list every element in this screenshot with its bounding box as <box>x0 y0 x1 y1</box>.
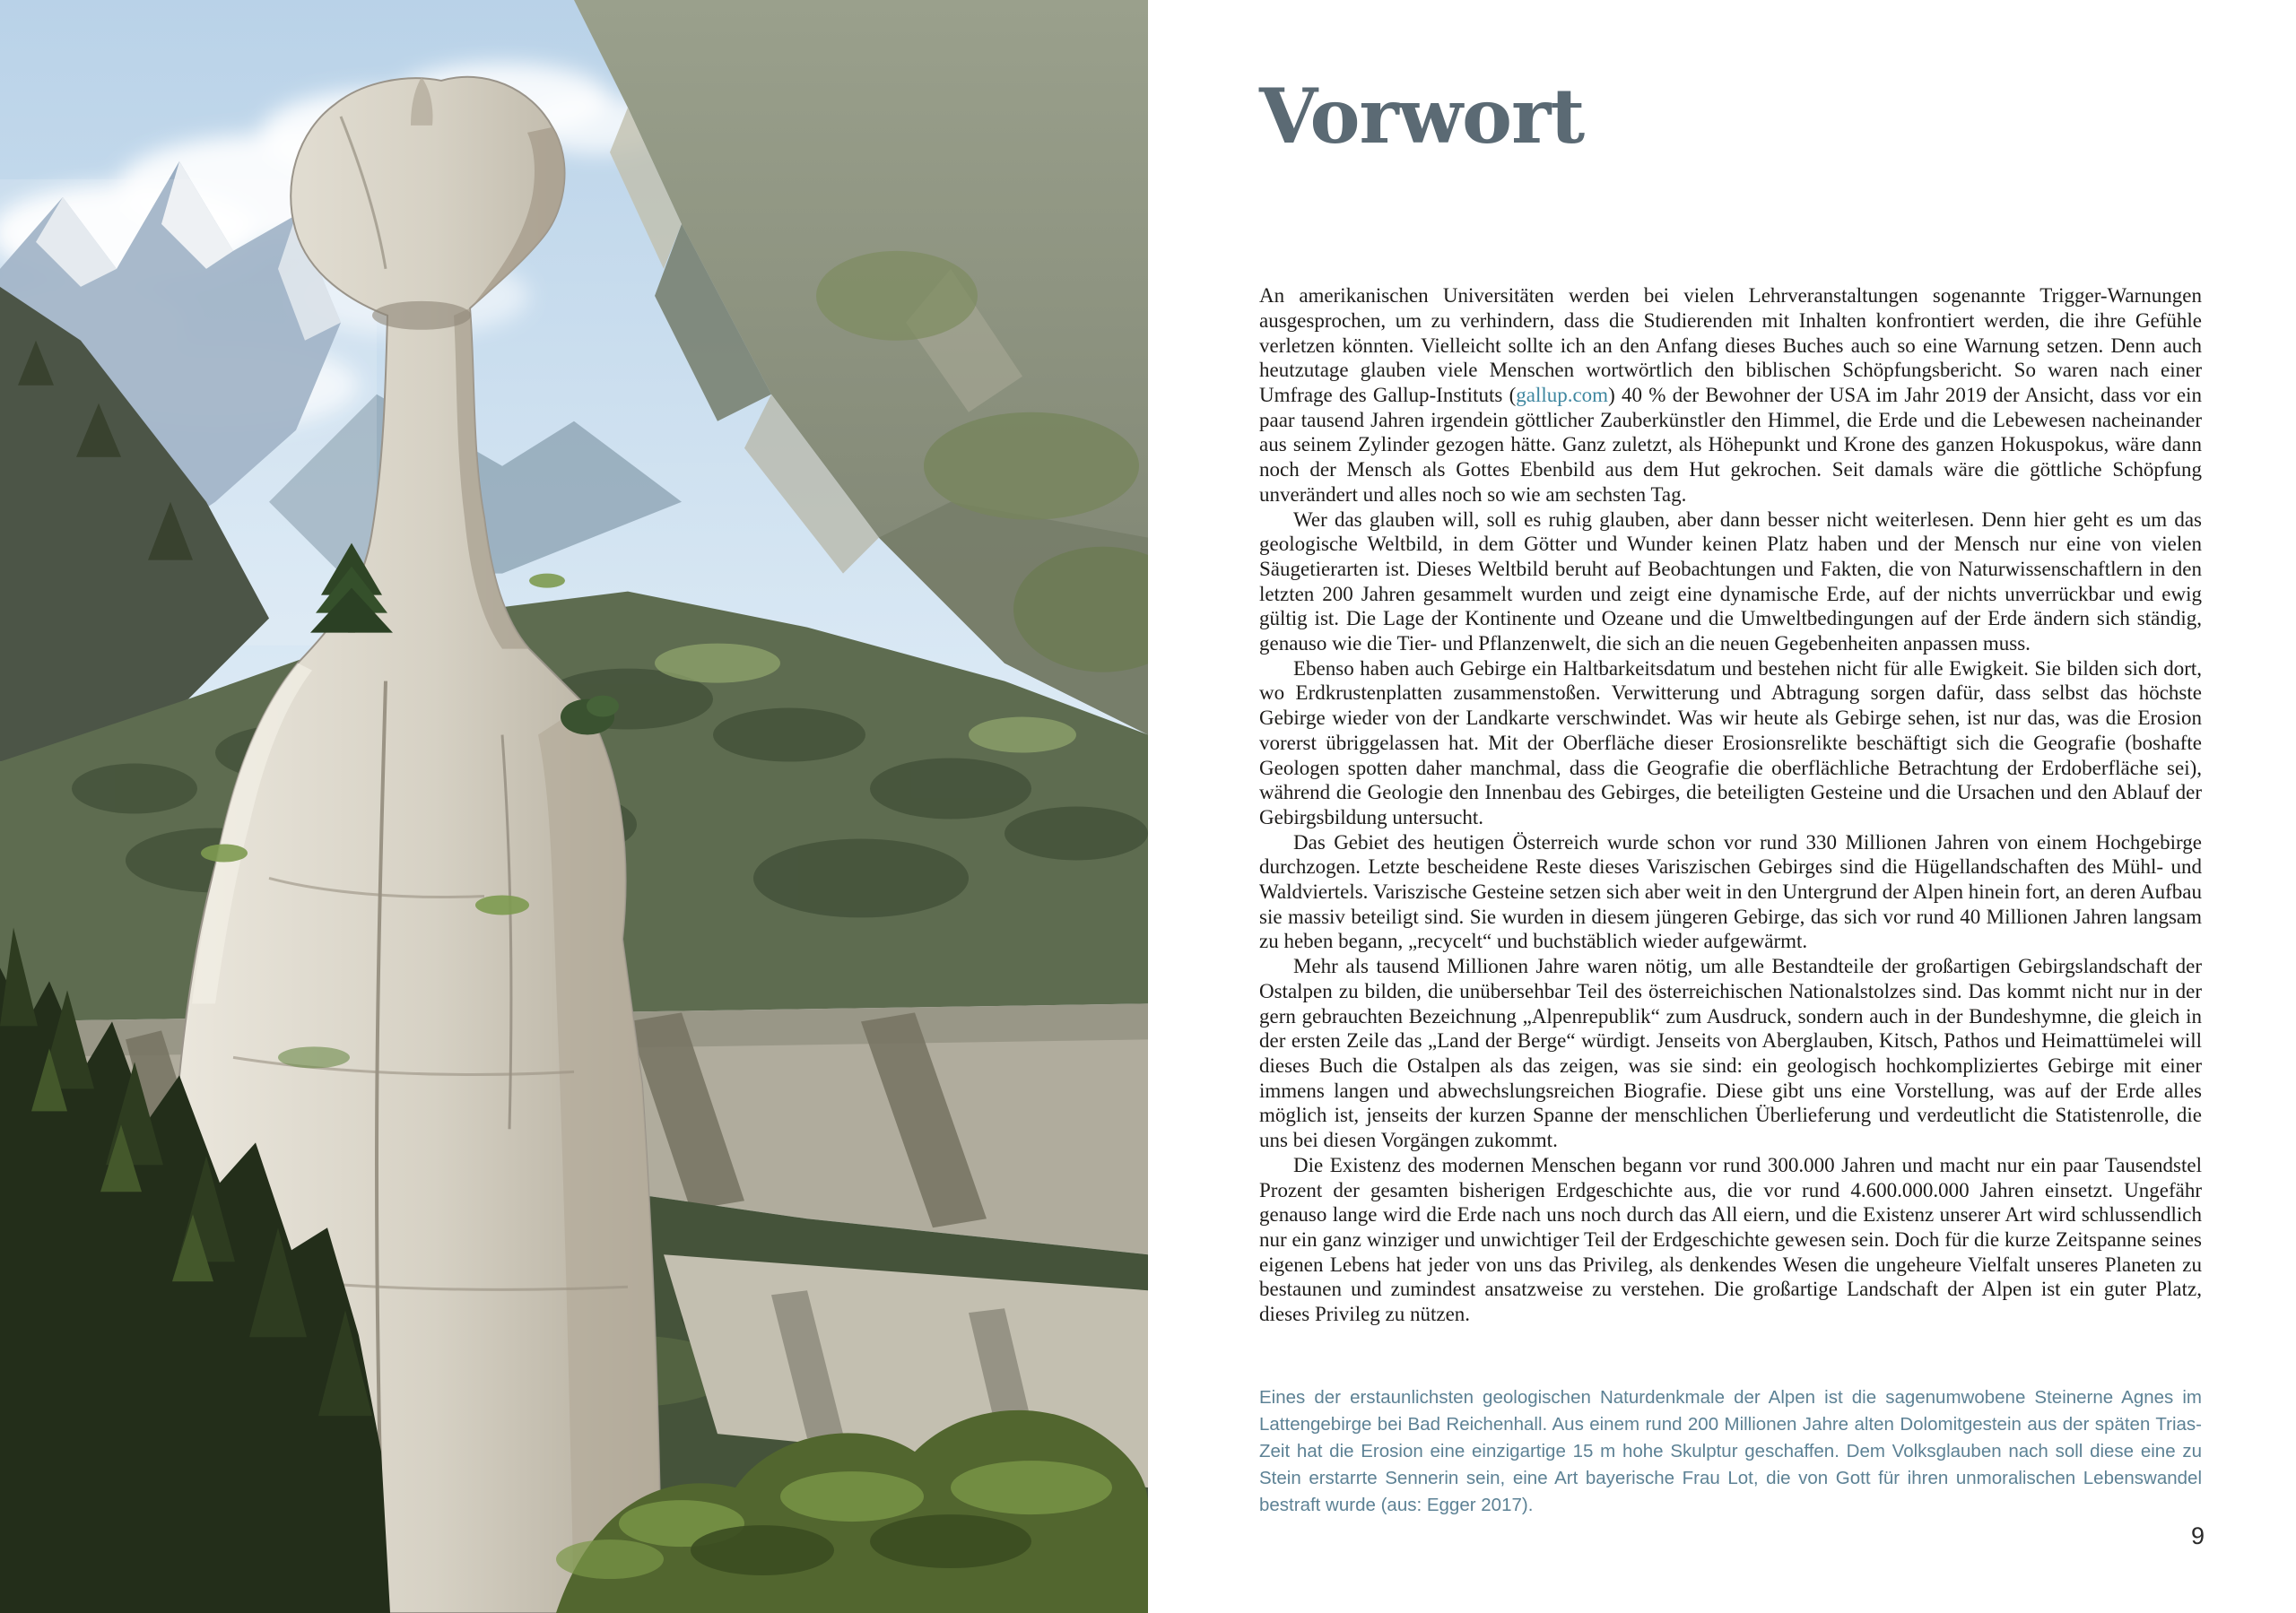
paragraph-text: Wer das glauben will, soll es ruhig glauben, aber dann besser nicht weiterlesen. Denn hier geht es um das geologische Weltbild, in dem Götter und Wunder keinen Platz haben und der Mensch nur eine von vielen Säugetierarten ist. Dieses Weltbild beruht auf Beobachtungen und Fakten, die von Naturwissenschaftlern in den letzten 200 Jahren gesammelt wurden und zeigt eine dynamische Erde, auf der nichts unverrückbar und ewig gültig ist. Die Lage der Kontinente und Ozeane und die Umweltbedingungen auf der Erde ändern sich ständig, genauso wie die Tier- und Pflanzenwelt, die sich an die neuen Gegebenheiten anpassen muss. <box>1259 507 2202 655</box>
text-page <box>1148 0 2296 1613</box>
paragraph-text: Ebenso haben auch Gebirge ein Haltbarkeitsdatum und bestehen nicht für alle Ewigkeit. Sie bilden sich dort, wo Erdkrustenplatten zusammenstoßen. Verwitterung und Abtragung sorgen dafür, dass selbst das höchste Gebirge wieder von der Landkarte verschwindet. Was wir heute als Gebirge sehen, ist nur das, was die Erosion vorerst übriggelassen hat. Mit der Oberfläche dieser Erosionsrelikte beschäftigt sich die Geografie (boshafte Geologen spotten daher manchmal, dass die Geografie die oberflächliche Betrachtung der Erdoberfläche sei), während die Geologie den Innenbau des Gebirges, die beteiligten Gesteine und die Ursachen und den Ablauf der Gebirgsbildung untersucht. <box>1259 656 2202 828</box>
paragraph-text: Das Gebiet des heutigen Österreich wurde schon vor rund 330 Millionen Jahren von einem Hochgebirge durchzogen. Letzte bescheidene Reste dieses Variszischen Gebirges sind die Hügellandschaften des Mühl- und Waldviertels. Variszische Gesteine setzen sich aber weit in den Untergrund der Alpen hinein fort, an deren Aufbau sie massiv beteiligt sind. Sie wurden in diesem jüngeren Gebirge, das sich vor rund 40 Millionen Jahren langsam zu heben begann, „recycelt“ und buchstäblich wieder aufgewärmt. <box>1259 830 2202 953</box>
paragraph <box>1259 283 2202 507</box>
gallup-url: gallup.com <box>1516 384 1609 406</box>
photo-caption: Eines der erstaunlichsten geologischen Naturdenkmale der Alpen ist die sagenumwobene Steinerne Agnes im Lattengebirge bei Bad Reichenhall. Aus einem rund 200 Millionen Jahre alten Dolomitgestein aus der späten Trias-Zeit hat die Erosion eine einzigartige 15 m hohe Skulptur geschaffen. Dem Volksglauben nach soll diese eine zu Stein erstarrte Sennerin sein, eine Art bayerische Frau Lot, die von Gott für ihren unmoralischen Lebenswandel bestraft wurde (aus: Egger 2017). <box>1259 1386 2202 1515</box>
page-title: Vorwort <box>1259 72 1585 160</box>
paragraph <box>1259 954 2202 1153</box>
page-number: 9 <box>2190 1522 2205 1549</box>
paragraph-text: Mehr als tausend Millionen Jahre waren nötig, um alle Bestandteile der großartigen Gebirgslandschaft der Ostalpen zu bilden, die unübersehbar Teil des österreichischen Nationalstolzes sind. Das kommt nicht nur in der gern gebrauchten Bezeichnung „Alpenrepublik“ zum Ausdruck, sondern auch in der Bundeshymne, die gleich in der ersten Zeile das „Land der Berge“ würdigt. Jenseits von Aberglauben, Kitsch, Pathos und Heimattümelei will dieses Buch die Ostalpen als das zeigen, was sie sind: ein geologisch hochkompliziertes Gebirge mit einer immens langen und abwechslungsreichen Biografie. Diese gibt uns eine Vorstellung, was auf der Erde alles möglich ist, jenseits der kurzen Spanne der menschlichen Überlieferung und verdeutlicht die Statistenrolle, die uns bei diesen Vorgängen zukommt. <box>1259 955 2202 1152</box>
paragraph <box>1259 507 2202 656</box>
paragraph-text: Die Existenz des modernen Menschen begann vor rund 300.000 Jahren und macht nur ein paar Tausendstel Prozent der gesamten bisherigen Erdgeschichte aus, die vor rund 4.600.000.000 Jahren einsetzt. Ungefähr genauso lange wird die Erde nach uns noch durch das All eiern, und die Existenz unserer Art wird schlussendlich nur ein ganz winziger und unwichtiger Teil der Erdgeschichte gewesen sein. Doch für die kurze Zeitspanne seines eigenen Lebens hat jeder von uns das Privileg, als denkendes Wesen die ungeheure Vielfalt unseres Planeten zu bestaunen und zumindest ansatzweise zu verstehen. Die großartige Landschaft der Alpen ist ein guter Platz, dieses Privileg zu nützen. <box>1259 1153 2202 1326</box>
paragraph <box>1259 830 2202 955</box>
paragraph-text: An amerikanischen Universitäten werden bei vielen Lehrveranstaltungen sogenannte Trigger-Warnungen ausgesprochen, um zu verhindern, dass die Studierenden mit Inhalten konfrontiert werden, die ihre Gefühle verletzen könnten. Vielleicht sollte ich an den Anfang dieses Buches auch so eine Warnung setzen. Denn auch heutzutage glauben viele Menschen wortwörtlich den biblischen Schöpfungsbericht. So waren nach einer Umfrage des Gallup-Instituts ( <box>1259 284 2202 406</box>
page-content <box>1148 0 2296 1519</box>
paragraph-text: ) 40 % der Bewohner der USA im Jahr 2019 der Ansicht, dass vor ein paar tausend Jahren irgendein göttlicher Zauberkünstler den Himmel, die Erde und die Lebewesen nacheinander aus seinem Zylinder gezogen hätte. Ganz zuletzt, als Höhepunkt und Krone des ganzen Hokuspokus, wäre dann noch der Mensch als Gottes Ebenbild aus dem Hut gekrochen. Seit damals wäre die göttliche Schöpfung unverändert und alles noch so wie am sechsten Tag. <box>1259 384 2202 506</box>
paragraph <box>1259 1153 2202 1327</box>
body-text <box>1259 283 2202 1327</box>
paragraph <box>1259 656 2202 830</box>
